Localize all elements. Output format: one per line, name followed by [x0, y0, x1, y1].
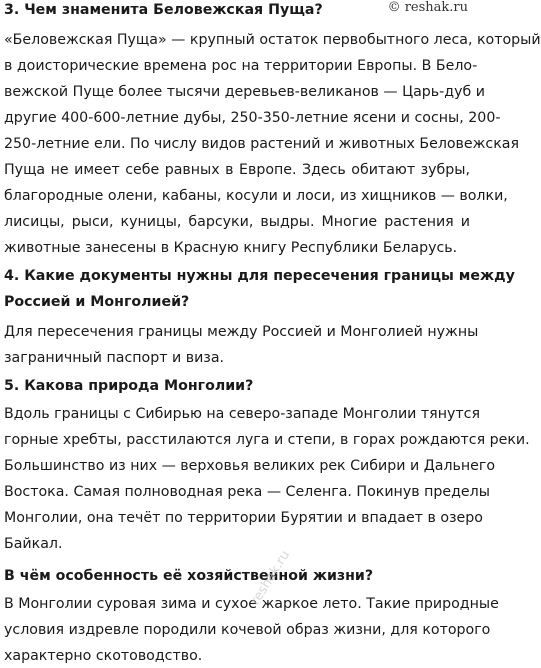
text-line: Пуща не имеет себе равных в Европе. Здесь обитают зубры, [4, 162, 470, 178]
text-line: вежской Пуще более тысячи деревьев-великанов — Царь-дуб и [4, 84, 485, 100]
text-line: В Монголии суровая зима и сухое жаркое лето. Такие природные [4, 596, 499, 612]
text-line: Для пересечения границы между Россией и Монголией нужны [4, 324, 479, 340]
text-line: Монголии, она течёт по территории Бурятии и впадает в озеро [4, 510, 483, 526]
diagonal-watermark: reshak.ru [248, 548, 294, 608]
text-line: характерно скотоводство. [4, 648, 203, 664]
text-line: Байкал. [4, 536, 63, 552]
question-heading: 4. Какие документы нужны для пересечения границы между [4, 268, 515, 284]
question-heading: 3. Чем знаменита Беловежская Пуща? [4, 2, 323, 18]
question-heading: Россией и Монголией? [4, 294, 190, 310]
question-heading: 5. Какова природа Монголии? [4, 378, 254, 394]
text-line: 250-летние ели. По числу видов растений и животных Беловежская [4, 136, 520, 152]
text-line: Большинство из них — верховья великих рек Сибири и Дальнего [4, 458, 496, 474]
text-line: «Беловежская Пуща» — крупный остаток первобытного леса, который [4, 32, 541, 48]
text-line: условия издревле породили кочевой образ жизни, для которого [4, 622, 491, 638]
watermark: © reshak.ru [387, 0, 468, 15]
text-line: другие 400-600-летние дубы, 250-350-летние ясени и сосны, 200- [4, 110, 501, 126]
text-line: лисицы, рыси, куницы, барсуки, выдры. Многие растения и [4, 214, 470, 230]
question-heading: В чём особенность её хозяйственной жизни? [4, 568, 374, 584]
text-line: заграничный паспорт и виза. [4, 350, 225, 366]
text-line: горные хребты, расстилаются луга и степи, в горах рождаются реки. [4, 432, 530, 448]
text-line: в доисторические времена рос на территории Европы. В Бело- [4, 58, 478, 74]
text-line: животные занесены в Красную книгу Республики Беларусь. [4, 240, 458, 256]
text-line: благородные олени, кабаны, косули и лоси, из хищников — волки, [4, 188, 508, 204]
text-line: Вдоль границы с Сибирью на северо-западе Монголии тянутся [4, 406, 480, 422]
text-line: Востока. Самая полноводная река — Селенга. Покинув пределы [4, 484, 490, 500]
